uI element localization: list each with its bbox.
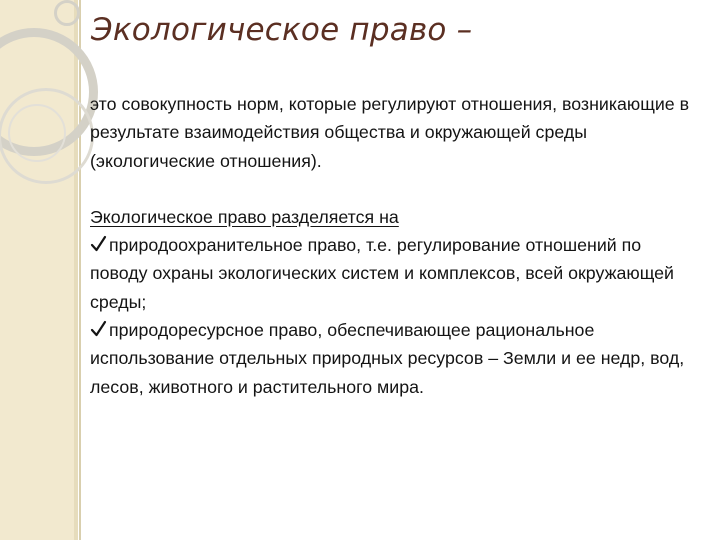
list-item-text: природоресурсное право, обеспечивающее рациональное использование отдельных природных ресурсов – Земли и ее недр, вод, лесов, животного и растительного мира. xyxy=(90,320,685,397)
division-heading: Экологическое право разделяется на xyxy=(90,206,399,227)
decorative-ring-top xyxy=(54,0,80,26)
list-item-text: природоохранительное право, т.е. регулирование отношений по поводу охраны экологических систем и комплексов, всей окружающей среды; xyxy=(90,235,674,312)
decorative-ring-small xyxy=(8,104,66,162)
checkmark-icon xyxy=(90,320,107,338)
checkmark-icon xyxy=(90,235,107,253)
paragraph-gap xyxy=(90,175,700,203)
slide-body xyxy=(90,90,700,401)
slide-title: Экологическое право – xyxy=(91,12,473,48)
list-item-nature-protection xyxy=(90,231,700,316)
definition-paragraph: это совокупность норм, которые регулируют отношения, возникающие в результате взаимодействия общества и окружающей среды (экологические отношения). xyxy=(90,94,690,171)
list-item-natural-resources xyxy=(90,316,700,401)
